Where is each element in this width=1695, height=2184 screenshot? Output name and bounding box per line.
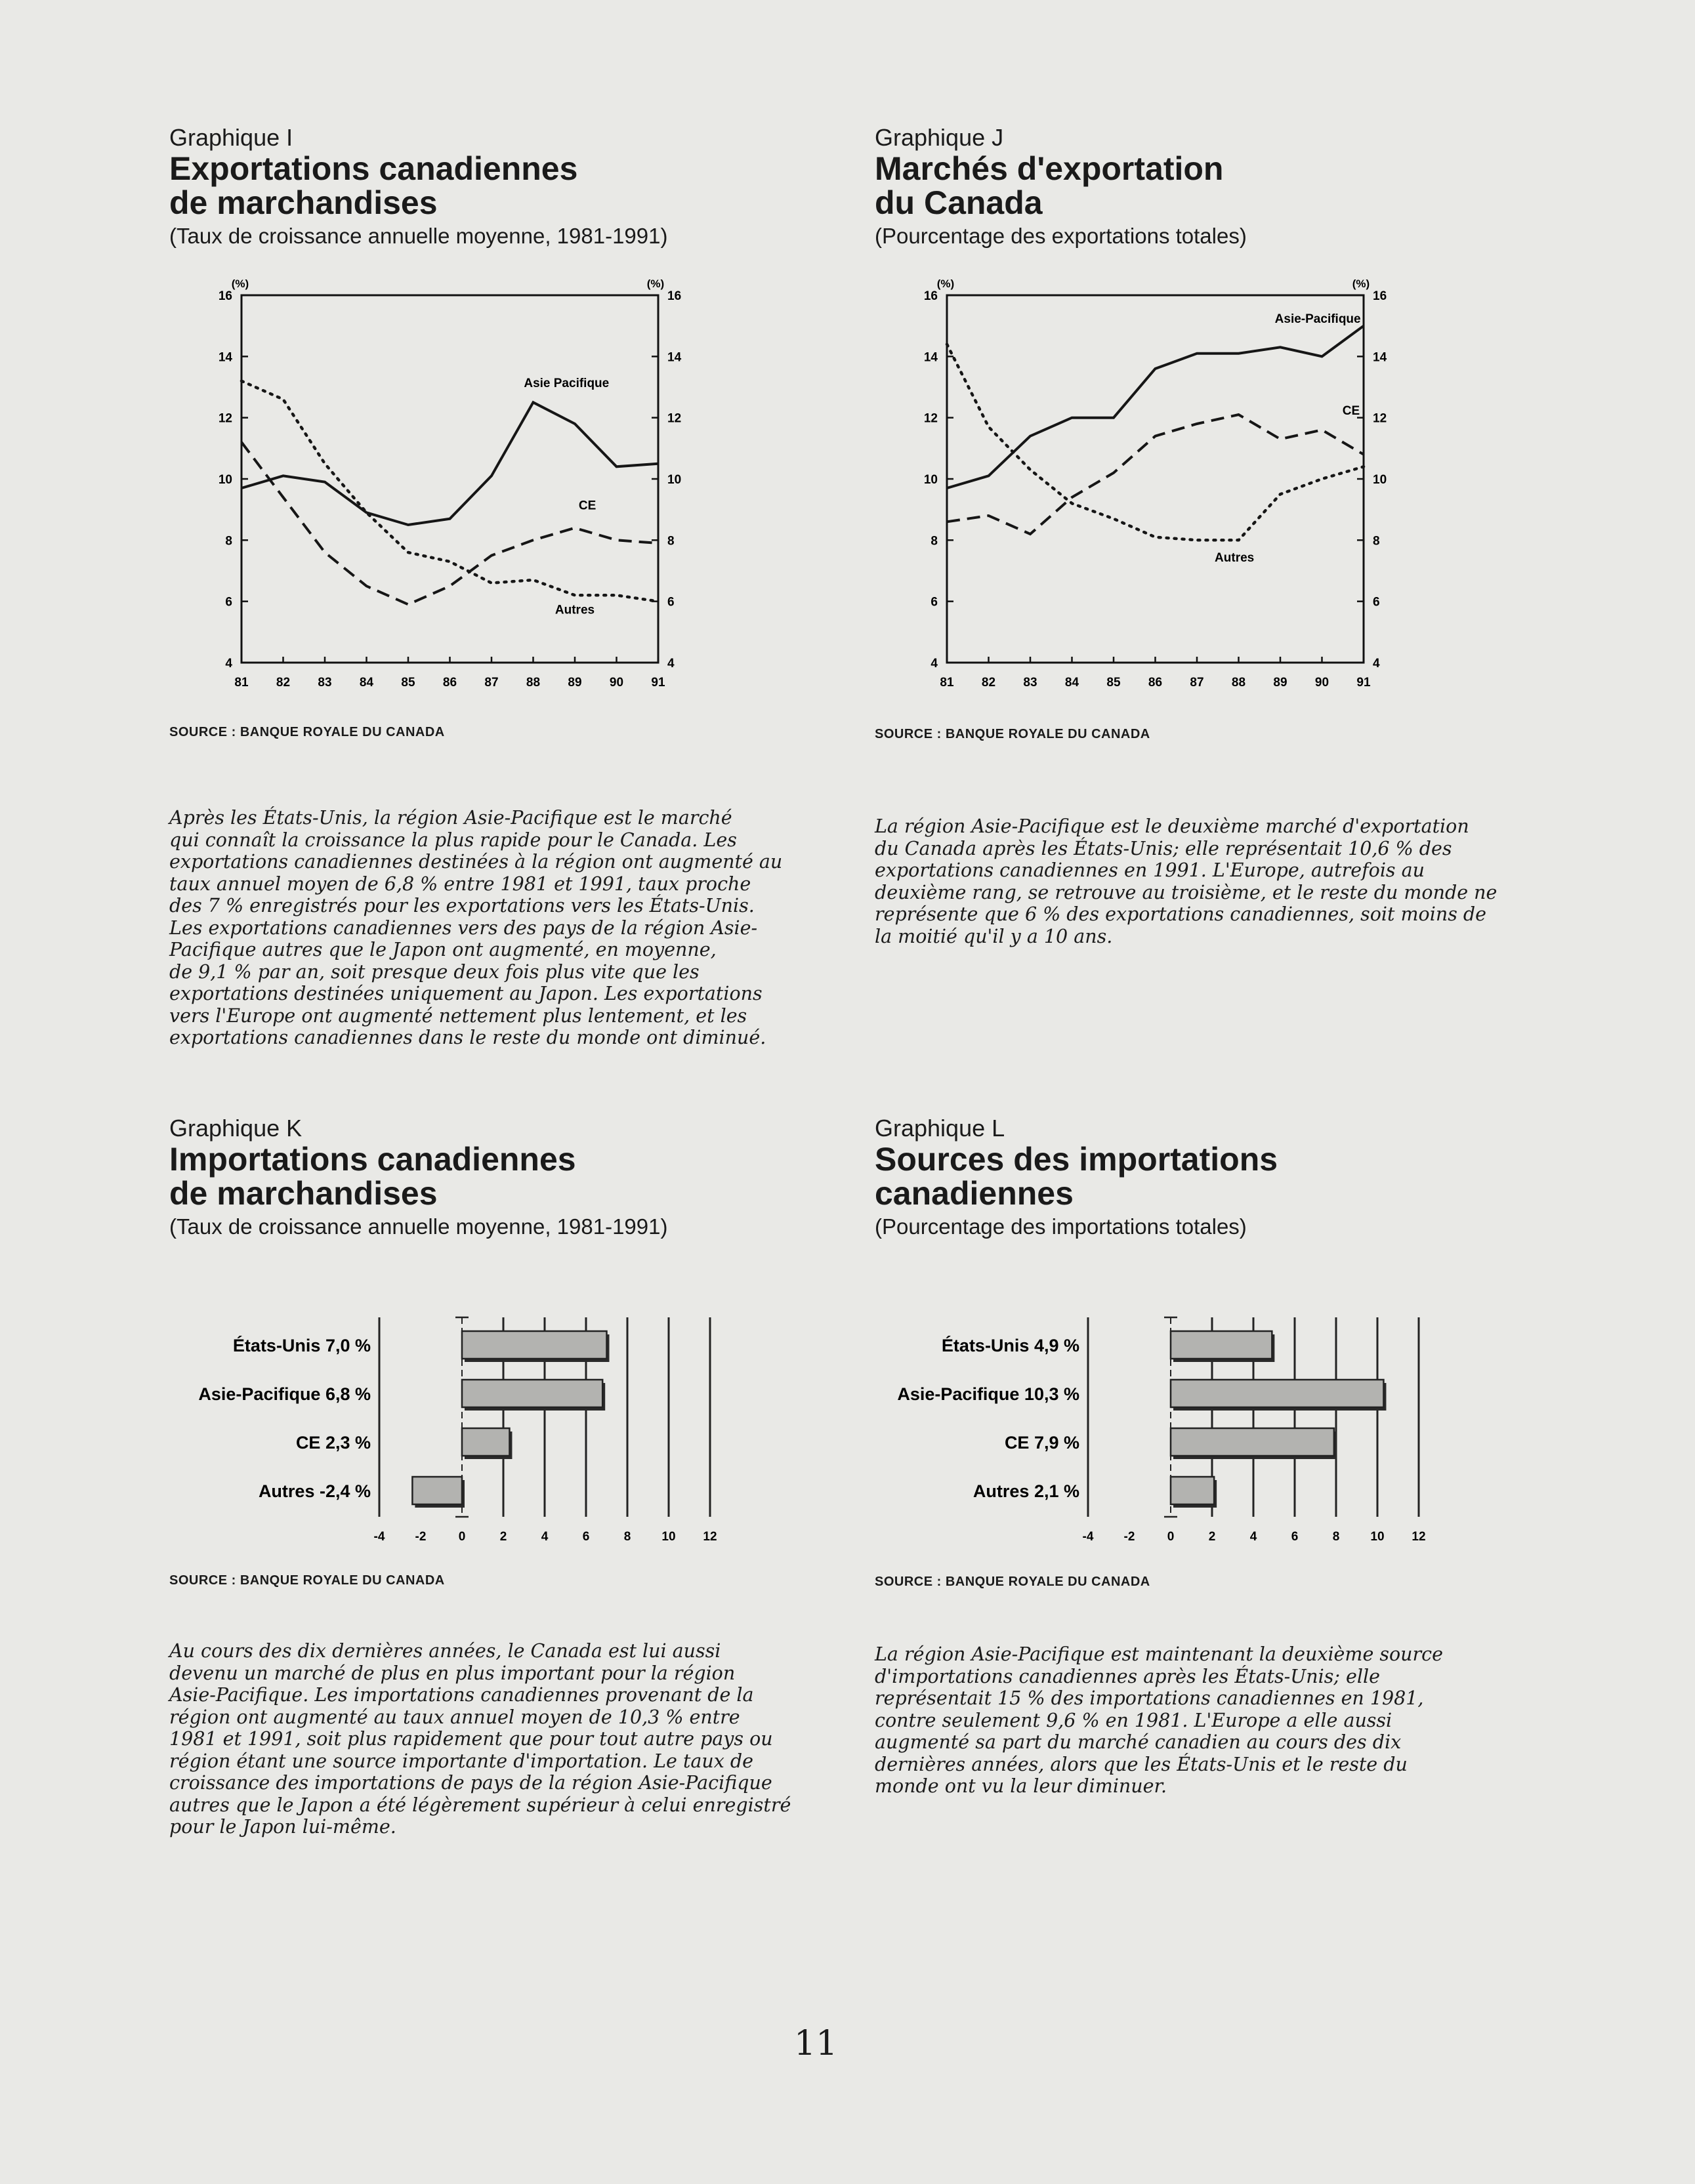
x-tick-label: -4 — [373, 1530, 385, 1544]
y-tick-label-right: 16 — [667, 289, 682, 303]
y-tick-label-left: 14 — [923, 350, 938, 365]
chart-l-title-line1: Sources des importations — [875, 1141, 1278, 1178]
y-tick-label-right: 8 — [667, 534, 675, 548]
paragraph-line: augmenté sa part du marché canadien au cours des dix — [875, 1731, 1402, 1753]
paragraph-line: deuxième rang, se retrouve au troisième, et le reste du monde ne — [875, 881, 1497, 903]
x-tick-label: -2 — [1123, 1530, 1135, 1544]
paragraph-line: des 7 % enregistrés pour les exportations vers les États-Unis. — [169, 895, 755, 917]
category-label: CE 7,9 % — [1004, 1433, 1079, 1453]
chart-i-header — [169, 125, 826, 249]
chart-k-subtitle: (Taux de croissance annuelle moyenne, 1981-1991) — [169, 1214, 668, 1239]
y-unit-label-left: (%) — [231, 278, 249, 290]
series-label: Asie Pacifique — [524, 377, 610, 390]
chart-l-subtitle: (Pourcentage des importations totales) — [875, 1214, 1247, 1239]
y-tick-label-left: 6 — [931, 595, 938, 609]
y-tick-label-left: 14 — [218, 350, 232, 365]
x-tick-label: 91 — [1356, 676, 1371, 690]
chart-j-source: SOURCE : BANQUE ROYALE DU CANADA — [875, 727, 1150, 741]
y-tick-label-left: 12 — [923, 411, 938, 426]
x-tick-label: 81 — [234, 676, 249, 690]
paragraph-line: contre seulement 9,6 % en 1981. L'Europe a elle aussi — [875, 1709, 1392, 1731]
paragraph-line: d'importations canadiennes après les États-Unis; elle — [875, 1665, 1381, 1687]
chart-i-paragraph — [169, 807, 812, 1049]
chart-i-title-line2: de marchandises — [169, 184, 438, 221]
category-label: Asie-Pacifique 10,3 % — [897, 1384, 1079, 1404]
chart-l-number: Graphique L — [875, 1115, 1005, 1142]
y-tick-label-right: 16 — [1373, 289, 1387, 303]
chart-j-paragraph — [875, 815, 1518, 947]
y-tick-label-left: 16 — [218, 289, 232, 303]
bar — [462, 1331, 607, 1359]
y-tick-label-left: 10 — [218, 473, 232, 487]
x-tick-label: 4 — [541, 1530, 549, 1544]
x-tick-label: 2 — [1208, 1530, 1216, 1544]
x-tick-label: 82 — [981, 676, 996, 690]
x-tick-label: 90 — [609, 676, 624, 690]
y-tick-label-left: 8 — [931, 534, 938, 548]
chart-j-title-line1: Marchés d'exportation — [875, 150, 1224, 187]
bar — [1171, 1477, 1214, 1504]
y-tick-label-right: 10 — [667, 473, 682, 487]
plot-frame — [947, 295, 1364, 663]
paragraph-line: croissance des importations de pays de la région Asie-Pacifique — [169, 1772, 772, 1794]
category-label: Autres -2,4 % — [258, 1481, 371, 1501]
x-tick-label: 2 — [499, 1530, 507, 1544]
x-tick-label: 81 — [940, 676, 954, 690]
x-tick-label: 0 — [458, 1530, 466, 1544]
bar — [462, 1428, 509, 1456]
x-tick-label: 6 — [582, 1530, 590, 1544]
chart-l-bar-chart — [827, 1306, 1450, 1555]
x-tick-label: -4 — [1082, 1530, 1094, 1544]
y-unit-label-right: (%) — [1352, 278, 1370, 290]
category-label: CE 2,3 % — [295, 1433, 371, 1453]
chart-l-header — [875, 1115, 1531, 1240]
x-tick-label: 84 — [359, 676, 374, 690]
x-tick-label: 85 — [401, 676, 415, 690]
y-tick-label-right: 4 — [1373, 657, 1380, 670]
x-tick-label: 82 — [276, 676, 291, 690]
x-tick-label: 4 — [1249, 1530, 1257, 1544]
bar — [1171, 1380, 1383, 1407]
paragraph-line: région étant une source importante d'importation. Le taux de — [169, 1750, 754, 1772]
bar — [462, 1380, 602, 1407]
y-unit-label-right: (%) — [646, 278, 665, 290]
x-tick-label: 8 — [623, 1530, 631, 1544]
x-tick-label: 10 — [1370, 1530, 1385, 1544]
series-label: Autres — [1215, 551, 1255, 565]
x-tick-label: 87 — [484, 676, 499, 690]
chart-j-header — [875, 125, 1531, 249]
paragraph-line: 1981 et 1991, soit plus rapidement que pour tout autre pays ou — [169, 1728, 773, 1750]
y-tick-label-left: 12 — [218, 411, 232, 426]
x-tick-label: 86 — [442, 676, 457, 690]
chart-i-number: Graphique I — [169, 124, 293, 151]
paragraph-line: monde ont vu la leur diminuer. — [875, 1775, 1167, 1797]
chart-j-subtitle: (Pourcentage des exportations totales) — [875, 224, 1247, 248]
x-tick-label: 83 — [318, 676, 332, 690]
x-tick-label: -2 — [415, 1530, 427, 1544]
x-tick-label: 90 — [1314, 676, 1329, 690]
y-unit-label-left: (%) — [936, 278, 955, 290]
category-label: Autres 2,1 % — [973, 1481, 1079, 1501]
chart-i-title-line1: Exportations canadiennes — [169, 150, 578, 187]
paragraph-line: pour le Japon lui-même. — [169, 1816, 396, 1838]
x-tick-label: 87 — [1190, 676, 1204, 690]
y-tick-label-right: 14 — [1373, 350, 1387, 365]
page-number: 11 — [794, 2024, 838, 2063]
x-tick-label: 10 — [661, 1530, 676, 1544]
chart-i-source: SOURCE : BANQUE ROYALE DU CANADA — [169, 725, 445, 739]
x-tick-label: 89 — [568, 676, 582, 690]
x-tick-label: 91 — [651, 676, 665, 690]
series-label: CE — [1342, 404, 1360, 418]
x-tick-label: 0 — [1167, 1530, 1175, 1544]
x-tick-label: 88 — [1231, 676, 1246, 690]
paragraph-line: autres que le Japon a été légèrement supérieur à celui enregistré — [169, 1794, 791, 1816]
x-tick-label: 12 — [1412, 1530, 1426, 1544]
chart-k-title-line1: Importations canadiennes — [169, 1141, 576, 1178]
paragraph-line: région ont augmenté au taux annuel moyen de 10,3 % entre — [169, 1706, 740, 1728]
series-line-dashed — [241, 442, 658, 604]
paragraph-line: représentait 15 % des importations canadiennes en 1981, — [875, 1687, 1424, 1709]
paragraph-line: exportations canadiennes en 1991. L'Europe, autrefois au — [875, 859, 1425, 881]
paragraph-line: représente que 6 % des exportations canadiennes, soit moins de — [875, 903, 1486, 925]
chart-j-number: Graphique J — [875, 124, 1004, 151]
y-tick-label-right: 8 — [1373, 534, 1380, 548]
y-tick-label-right: 14 — [667, 350, 682, 365]
paragraph-line: taux annuel moyen de 6,8 % entre 1981 et 1991, taux proche — [169, 873, 751, 895]
paragraph-line: exportations canadiennes dans le reste du monde ont diminué. — [169, 1027, 766, 1048]
category-label: États-Unis 7,0 % — [232, 1336, 371, 1355]
chart-k-number: Graphique K — [169, 1115, 303, 1142]
chart-l-paragraph — [875, 1643, 1518, 1798]
x-tick-label: 8 — [1332, 1530, 1340, 1544]
bar — [1171, 1331, 1272, 1359]
paragraph-line: la moitié qu'il y a 10 ans. — [875, 925, 1113, 947]
chart-k-bar-chart — [118, 1306, 742, 1555]
y-tick-label-left: 4 — [225, 657, 232, 670]
paragraph-line: Après les États-Unis, la région Asie-Pacifique est le marché — [169, 807, 732, 829]
paragraph-line: de 9,1 % par an, soit presque deux fois plus vite que les — [169, 960, 700, 983]
series-line-dotted — [947, 344, 1364, 541]
series-line-dotted — [241, 381, 658, 602]
chart-j-line-chart — [875, 266, 1419, 702]
paragraph-line: exportations canadiennes destinées à la région ont augmenté au — [169, 851, 783, 873]
paragraph-line: du Canada après les États-Unis; elle représentait 10,6 % des — [875, 837, 1452, 859]
y-tick-label-left: 4 — [931, 657, 938, 670]
chart-l-title-line2: canadiennes — [875, 1175, 1074, 1212]
bar — [412, 1477, 462, 1504]
series-line-dashed — [947, 415, 1364, 534]
x-tick-label: 86 — [1148, 676, 1163, 690]
x-tick-label: 89 — [1273, 676, 1287, 690]
paragraph-line: devenu un marché de plus en plus important pour la région — [169, 1662, 736, 1684]
paragraph-line: La région Asie-Pacifique est maintenant la deuxième source — [875, 1643, 1443, 1665]
x-tick-label: 88 — [526, 676, 541, 690]
paragraph-line: vers l'Europe ont augmenté nettement plus lentement, et les — [169, 1004, 747, 1027]
y-tick-label-left: 6 — [225, 595, 232, 609]
y-tick-label-right: 10 — [1373, 473, 1387, 487]
x-tick-label: 85 — [1106, 676, 1121, 690]
y-tick-label-right: 4 — [667, 657, 675, 670]
chart-k-source: SOURCE : BANQUE ROYALE DU CANADA — [169, 1573, 445, 1588]
y-tick-label-right: 12 — [667, 411, 682, 426]
bar — [1171, 1428, 1334, 1456]
chart-l-source: SOURCE : BANQUE ROYALE DU CANADA — [875, 1575, 1150, 1589]
x-tick-label: 6 — [1291, 1530, 1299, 1544]
y-tick-label-left: 16 — [923, 289, 938, 303]
paragraph-line: Asie-Pacifique. Les importations canadiennes provenant de la — [169, 1684, 754, 1706]
x-tick-label: 12 — [703, 1530, 717, 1544]
paragraph-line: Pacifique autres que le Japon ont augmenté, en moyenne, — [169, 939, 717, 960]
paragraph-line: dernières années, alors que les États-Unis et le reste du — [875, 1753, 1408, 1775]
series-label: Asie-Pacifique — [1274, 312, 1361, 326]
x-tick-label: 83 — [1023, 676, 1037, 690]
y-tick-label-right: 12 — [1373, 411, 1387, 426]
chart-j-title-line2: du Canada — [875, 184, 1043, 221]
paragraph-line: exportations destinées uniquement au Japon. Les exportations — [169, 983, 763, 1004]
chart-k-paragraph — [169, 1640, 812, 1838]
paragraph-line: Au cours des dix dernières années, le Canada est lui aussi — [169, 1640, 721, 1662]
category-label: Asie-Pacifique 6,8 % — [198, 1384, 371, 1404]
chart-k-header — [169, 1115, 826, 1240]
series-label: Autres — [555, 603, 595, 617]
y-tick-label-left: 10 — [923, 473, 938, 487]
paragraph-line: La région Asie-Pacifique est le deuxième marché d'exportation — [875, 815, 1469, 837]
paragraph-line: qui connaît la croissance la plus rapide pour le Canada. Les — [169, 829, 737, 851]
y-tick-label-left: 8 — [225, 534, 232, 548]
series-line-solid — [947, 326, 1364, 488]
chart-k-title-line2: de marchandises — [169, 1175, 438, 1212]
chart-i-subtitle: (Taux de croissance annuelle moyenne, 1981-1991) — [169, 224, 668, 248]
series-label: CE — [578, 499, 596, 513]
y-tick-label-right: 6 — [667, 595, 675, 609]
paragraph-line: Les exportations canadiennes vers des pays de la région Asie- — [169, 917, 758, 939]
chart-i-line-chart — [169, 266, 714, 702]
category-label: États-Unis 4,9 % — [941, 1336, 1079, 1355]
y-tick-label-right: 6 — [1373, 595, 1380, 609]
x-tick-label: 84 — [1064, 676, 1079, 690]
